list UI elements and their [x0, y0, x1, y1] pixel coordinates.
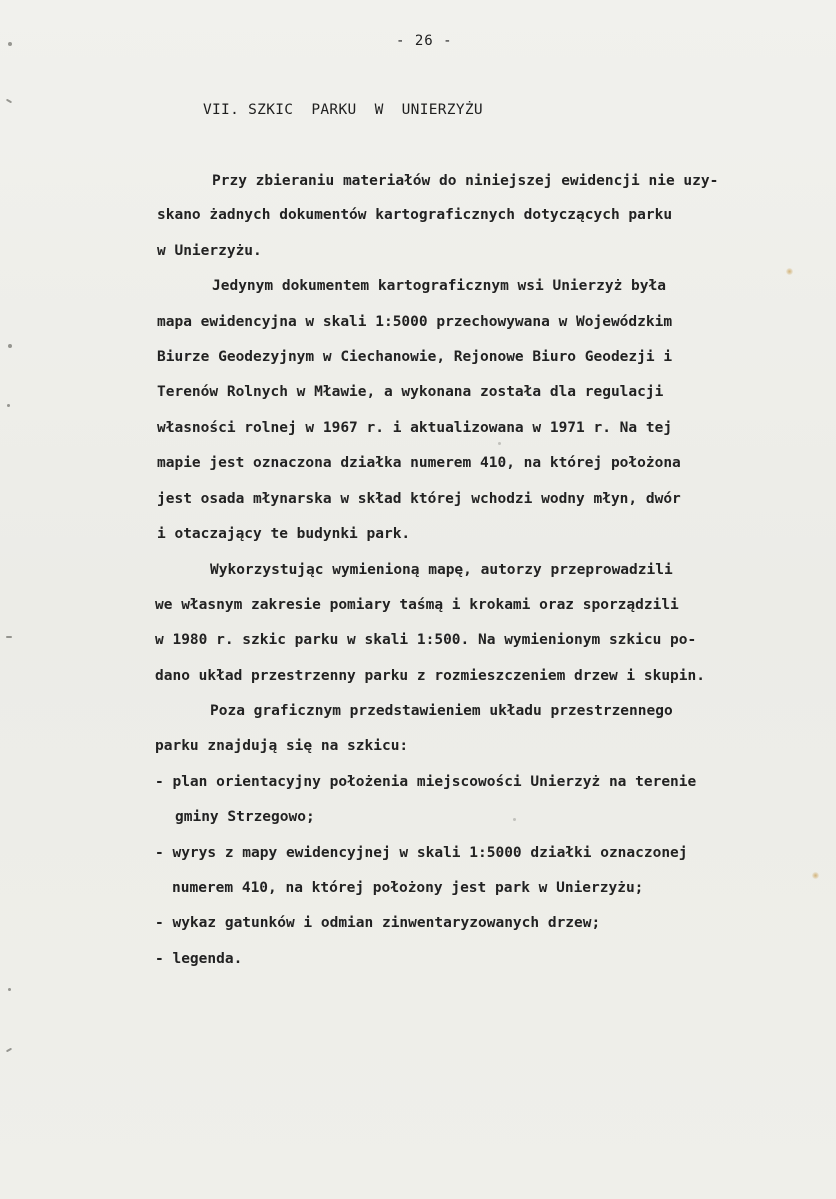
list-item-continuation: numerem 410, na której położony jest park w Unierzyżu; [172, 880, 644, 896]
list-item: - plan orientacyjny położenia miejscowości Unierzyż na terenie [155, 774, 697, 790]
text-line: w 1980 r. szkic parku w skali 1:500. Na wymienionym szkicu po- [155, 632, 697, 648]
scan-speck [8, 344, 12, 348]
text-line: i otaczający te budynki park. [157, 526, 411, 542]
scan-speck [7, 404, 10, 407]
list-item-continuation: gminy Strzegowo; [175, 809, 315, 825]
list-item: - wyrys z mapy ewidencyjnej w skali 1:5000 działki oznaczonej [155, 845, 688, 861]
paper-stain [812, 872, 819, 879]
text-line: mapie jest oznaczona działka numerem 410, na której położona [157, 455, 681, 471]
text-line: w Unierzyżu. [157, 243, 262, 259]
scan-speck [513, 818, 516, 821]
text-line: jest osada młynarska w skład której wchodzi wodny młyn, dwór [157, 491, 681, 507]
text-line: dano układ przestrzenny parku z rozmieszczeniem drzew i skupin. [155, 668, 705, 684]
scan-speck [8, 988, 11, 991]
scan-speck [6, 636, 12, 638]
scan-speck [498, 442, 501, 445]
scan-speck [8, 42, 12, 46]
list-item: - wykaz gatunków i odmian zinwentaryzowanych drzew; [155, 915, 601, 931]
text-line: skano żadnych dokumentów kartograficznych dotyczących parku [157, 207, 673, 223]
list-item: - legenda. [155, 951, 243, 967]
section-title: VII. SZKIC PARKU W UNIERZYŻU [203, 102, 483, 118]
text-line: Wykorzystując wymienioną mapę, autorzy przeprowadzili [210, 562, 673, 578]
text-line: Poza graficznym przedstawieniem układu przestrzennego [210, 703, 673, 719]
paper-stain [786, 268, 793, 275]
text-line: we własnym zakresie pomiary taśmą i krokami oraz sporządzili [155, 597, 679, 613]
text-line: Przy zbieraniu materiałów do niniejszej ewidencji nie uzy- [212, 173, 719, 189]
text-line: parku znajdują się na szkicu: [155, 738, 409, 754]
text-line: Jedynym dokumentem kartograficznym wsi Unierzyż była [212, 278, 666, 294]
scan-speck [6, 1048, 12, 1053]
text-line: Terenów Rolnych w Mławie, a wykonana została dla regulacji [157, 384, 664, 400]
text-line: Biurze Geodezyjnym w Ciechanowie, Rejonowe Biuro Geodezji i [157, 349, 673, 365]
page-number: - 26 - [396, 33, 453, 49]
text-line: mapa ewidencyjna w skali 1:5000 przechowywana w Wojewódzkim [157, 314, 673, 330]
scan-speck [6, 99, 12, 104]
text-line: własności rolnej w 1967 r. i aktualizowana w 1971 r. Na tej [157, 420, 673, 436]
